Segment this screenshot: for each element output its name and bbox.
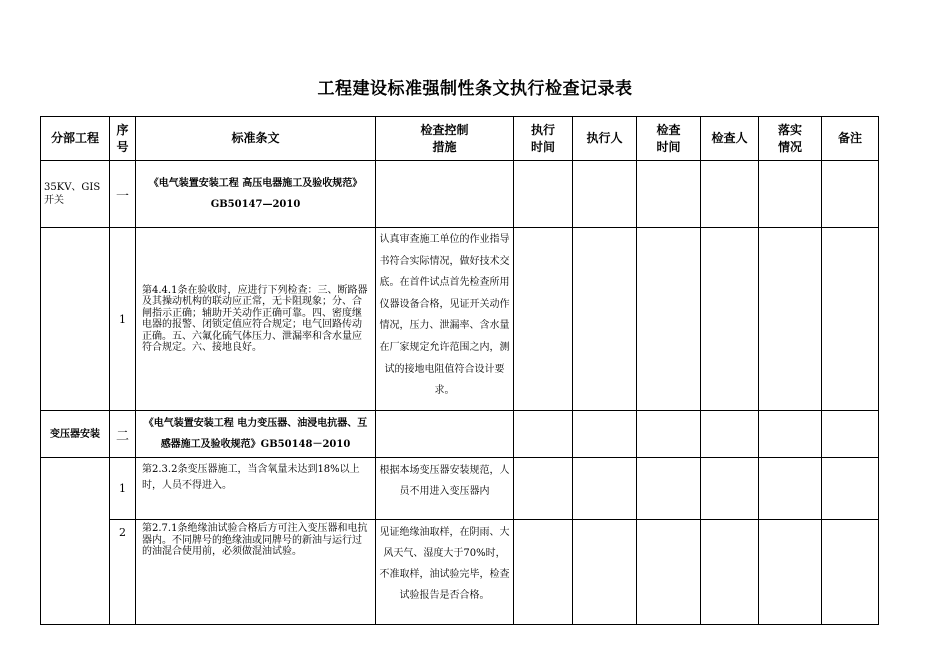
empty-cell	[41, 458, 110, 625]
item-measure: 见证绝缘油取样，在阴雨、大风天气、湿度大于70%时，不准取样，油试验完毕，检查试验报告是否合格。	[376, 520, 514, 625]
item-measure: 认真审查施工单位的作业指导书符合实际情况，做好技术交底。在首件试点首先检查所用仪器设备合格，见证开关动作情况，压力、泄漏率、含水量在厂家规定允许范围之内，测试的接地电阻值符合设计要求。	[376, 228, 514, 411]
header-seq: 序号	[110, 117, 136, 161]
header-checker: 检查人	[701, 117, 759, 161]
empty-cell	[514, 458, 573, 520]
empty-cell	[514, 411, 573, 458]
item-standard-text: 第4.4.1条在验收时，应进行下列检查：三、断路器及其操动机构的联动应正常，无卡阻现象；分、合闸指示正确；辅助开关动作正确可靠。四、密度继电器的报警、闭锁定值应符合规定；电气回路传动正确。五、六氟化硫气体压力、泄漏率和含水量应符合规定。六、接地良好。	[136, 228, 376, 411]
empty-cell	[376, 161, 514, 228]
header-remark: 备注	[822, 117, 879, 161]
section-division: 35KV、GIS开关	[41, 161, 110, 228]
header-executor: 执行人	[573, 117, 637, 161]
empty-cell	[514, 520, 573, 625]
item-seq: 1	[110, 228, 136, 411]
empty-cell	[822, 458, 879, 520]
empty-cell	[637, 458, 701, 520]
section-seq: 二	[110, 411, 136, 458]
header-division: 分部工程	[41, 117, 110, 161]
empty-cell	[759, 411, 822, 458]
empty-cell	[637, 520, 701, 625]
header-row	[41, 117, 879, 161]
section-row	[41, 161, 879, 228]
header-check-time: 检查时间	[637, 117, 701, 161]
header-exec-time: 执行时间	[514, 117, 573, 161]
item-row	[41, 228, 879, 411]
empty-cell	[573, 458, 637, 520]
page-title: 工程建设标准强制性条文执行检查记录表	[317, 79, 633, 99]
empty-cell	[573, 520, 637, 625]
empty-cell	[376, 411, 514, 458]
item-row	[41, 520, 879, 625]
empty-cell	[759, 161, 822, 228]
empty-cell	[822, 411, 879, 458]
inspection-record-table	[40, 116, 879, 625]
empty-cell	[637, 161, 701, 228]
empty-cell	[759, 458, 822, 520]
item-seq: 2	[110, 520, 136, 625]
empty-cell	[41, 228, 110, 411]
empty-cell	[701, 520, 759, 625]
empty-cell	[573, 161, 637, 228]
empty-cell	[822, 228, 879, 411]
empty-cell	[637, 411, 701, 458]
empty-cell	[822, 520, 879, 625]
empty-cell	[514, 161, 573, 228]
empty-cell	[701, 458, 759, 520]
section-row	[41, 411, 879, 458]
item-standard-text: 第2.3.2条变压器施工，当含氧量未达到18%以上时，人员不得进入。	[136, 458, 376, 520]
empty-cell	[759, 520, 822, 625]
empty-cell	[822, 161, 879, 228]
empty-cell	[701, 228, 759, 411]
section-standard-title: 《电气装置安装工程 电力变压器、油浸电抗器、互感器施工及验收规范》GB50148－2010	[136, 411, 376, 458]
empty-cell	[573, 228, 637, 411]
item-row	[41, 458, 879, 520]
empty-cell	[573, 411, 637, 458]
item-seq: 1	[110, 458, 136, 520]
item-standard-text: 第2.7.1条绝缘油试验合格后方可注入变压器和电抗器内。不同牌号的绝缘油或同牌号的新油与运行过的油混合使用前，必须做混油试验。	[136, 520, 376, 625]
empty-cell	[514, 228, 573, 411]
header-measure: 检查控制措施	[376, 117, 514, 161]
section-standard-title: 《电气装置安装工程 高压电器施工及验收规范》GB50147—2010	[136, 161, 376, 228]
header-implement: 落实情况	[759, 117, 822, 161]
section-division: 变压器安装	[41, 411, 110, 458]
empty-cell	[701, 411, 759, 458]
empty-cell	[759, 228, 822, 411]
item-measure: 根据本场变压器安装规范，人员不用进入变压器内	[376, 458, 514, 520]
header-standard: 标准条文	[136, 117, 376, 161]
section-seq: 一	[110, 161, 136, 228]
empty-cell	[701, 161, 759, 228]
empty-cell	[637, 228, 701, 411]
